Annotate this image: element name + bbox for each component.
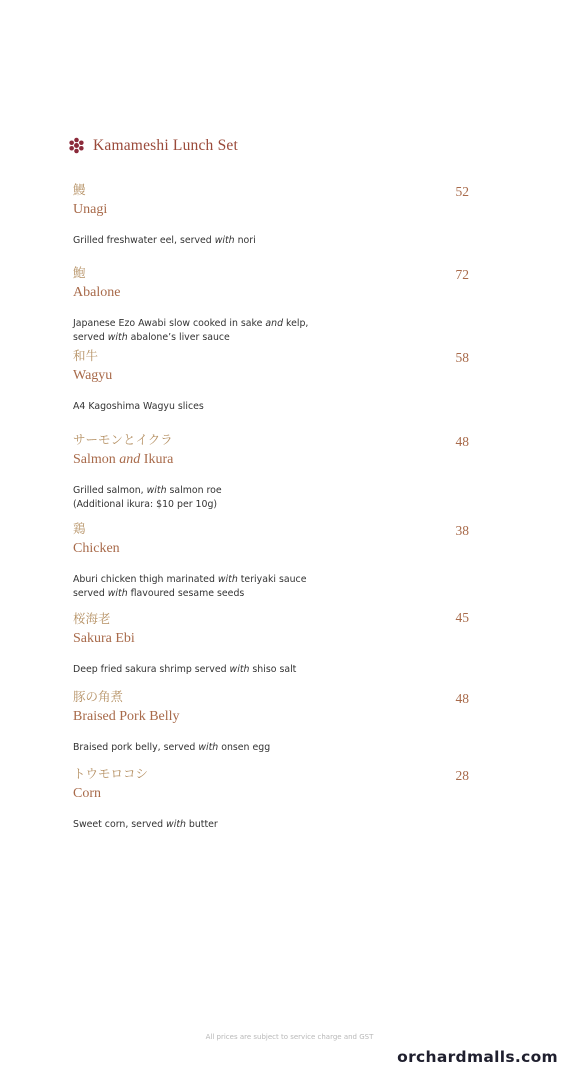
description-text: Japanese Ezo Awabi slow cooked in sake xyxy=(73,318,266,329)
description-text: teriyaki sauce xyxy=(237,574,307,585)
item-description xyxy=(73,741,473,755)
description-text: nori xyxy=(234,235,256,246)
item-price: 52 xyxy=(455,184,469,199)
english-name-text: Ikura xyxy=(140,452,174,467)
description-line xyxy=(73,741,473,755)
item-japanese-name: 鶏 xyxy=(73,521,86,536)
description-text: with xyxy=(107,331,128,343)
item-description xyxy=(73,484,473,511)
item-japanese-name: 和牛 xyxy=(73,348,99,363)
menu-item-abalone xyxy=(73,264,473,344)
item-japanese-name: サーモンとイクラ xyxy=(73,432,173,447)
price-disclaimer: All prices are subject to service charge and GST xyxy=(205,1033,374,1041)
section-title: Kamameshi Lunch Set xyxy=(93,136,238,154)
menu-item-braised-pork-belly xyxy=(73,688,473,755)
description-line xyxy=(73,498,473,512)
menu-item-chicken xyxy=(73,520,473,600)
description-line xyxy=(73,331,473,345)
english-name-text: Salmon xyxy=(73,452,120,467)
item-price: 45 xyxy=(455,610,469,625)
description-line xyxy=(73,484,473,498)
english-name-text: and xyxy=(119,452,141,467)
description-line xyxy=(73,317,473,331)
description-text: with xyxy=(229,664,250,675)
description-text: Deep fried sakura shrimp served xyxy=(73,664,230,675)
description-text: with xyxy=(166,819,186,830)
description-line xyxy=(73,663,473,677)
item-japanese-name: 鮑 xyxy=(73,265,86,280)
description-text: served xyxy=(73,587,108,599)
item-price: 28 xyxy=(455,768,469,783)
description-text: onsen egg xyxy=(218,742,271,753)
item-price: 58 xyxy=(455,350,469,365)
description-text: flavoured sesame seeds xyxy=(127,587,245,599)
description-text: abalone’s liver sauce xyxy=(127,331,230,343)
item-description xyxy=(73,663,473,677)
description-text: with xyxy=(214,235,235,246)
item-english-name: Wagyu xyxy=(73,368,113,383)
description-line xyxy=(73,573,473,587)
description-line xyxy=(73,234,473,248)
item-english-name: Abalone xyxy=(73,285,121,300)
menu-item-sakura-ebi xyxy=(73,610,473,677)
description-text: Braised pork belly, served xyxy=(73,742,199,753)
description-text: with xyxy=(198,742,219,753)
item-description xyxy=(73,818,473,832)
description-text: with xyxy=(217,574,238,585)
watermark: orchardmalls.com xyxy=(397,1048,558,1066)
description-text: Grilled freshwater eel, served xyxy=(73,235,215,246)
item-japanese-name: 豚の角煮 xyxy=(73,689,124,704)
flower-icon xyxy=(67,136,86,155)
description-text: salmon roe xyxy=(166,485,222,496)
item-english-name: Corn xyxy=(73,786,101,801)
item-price: 38 xyxy=(455,523,469,538)
item-japanese-name: 鰻 xyxy=(73,182,86,197)
description-text: Sweet corn, served xyxy=(73,819,167,830)
description-text: kelp, xyxy=(283,318,309,329)
description-text: served xyxy=(73,331,108,343)
item-description xyxy=(73,400,473,414)
description-text: butter xyxy=(185,819,218,830)
menu-item-wagyu xyxy=(73,347,473,414)
item-japanese-name: トウモロコシ xyxy=(73,766,149,781)
description-line xyxy=(73,587,473,601)
item-english-name: Chicken xyxy=(73,541,120,556)
item-description xyxy=(73,317,473,344)
menu-item-unagi xyxy=(73,181,473,248)
description-line xyxy=(73,818,473,832)
menu-item-corn xyxy=(73,765,473,832)
description-line xyxy=(73,400,473,414)
menu-item-salmon-ikura xyxy=(73,431,473,511)
section-header xyxy=(67,136,238,155)
description-text: with xyxy=(107,587,128,599)
item-english-name xyxy=(73,450,473,470)
item-english-name: Sakura Ebi xyxy=(73,631,135,646)
item-price: 48 xyxy=(455,691,469,706)
item-description xyxy=(73,573,473,600)
item-price: 72 xyxy=(455,267,469,282)
description-text: Grilled salmon, xyxy=(73,485,147,496)
description-text: (Additional ikura: $10 per 10g) xyxy=(73,498,218,510)
item-description xyxy=(73,234,473,248)
item-english-name: Braised Pork Belly xyxy=(73,709,180,724)
description-text: Aburi chicken thigh marinated xyxy=(73,574,218,585)
description-text: and xyxy=(265,318,284,329)
item-english-name: Unagi xyxy=(73,202,108,217)
description-text: with xyxy=(146,485,167,496)
description-text: shiso salt xyxy=(249,664,297,675)
item-japanese-name: 桜海老 xyxy=(73,611,111,626)
item-price: 48 xyxy=(455,434,469,449)
description-text: A4 Kagoshima Wagyu slices xyxy=(73,401,204,412)
